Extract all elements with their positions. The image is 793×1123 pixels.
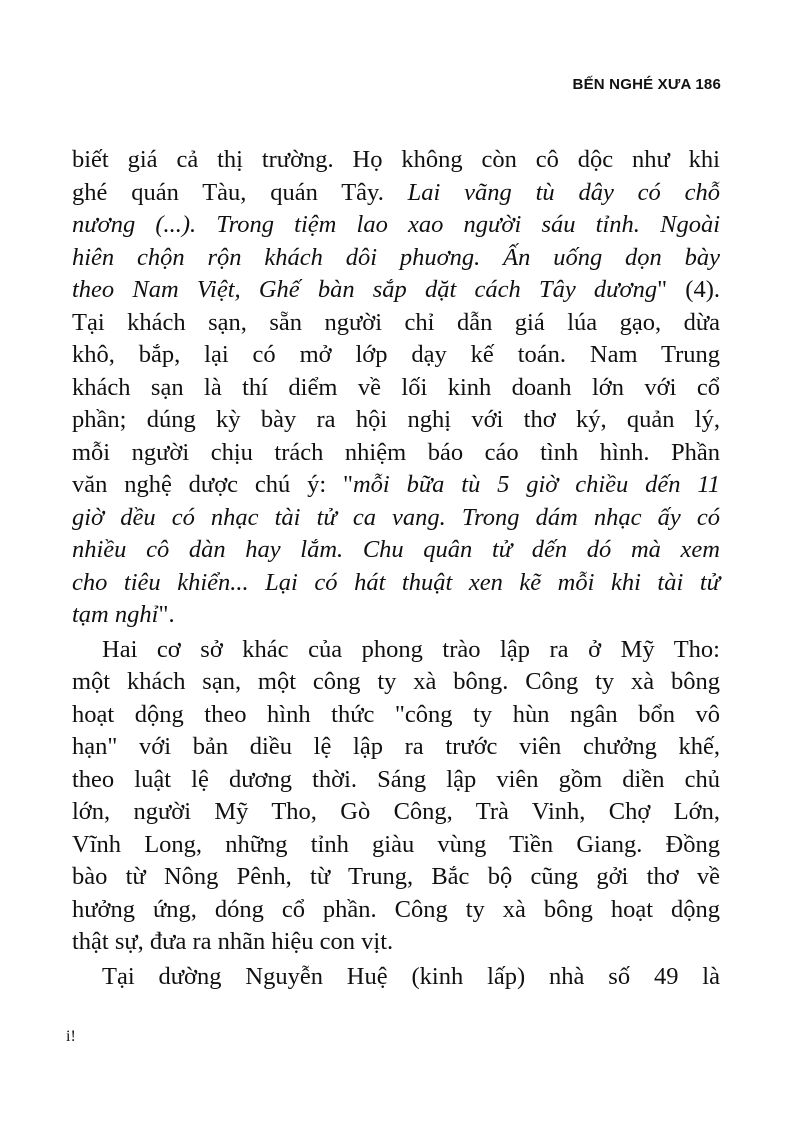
text-line: khô, bắp, lại có mở lớp dạy kế toán. Nam Trung xyxy=(72,341,720,368)
text-line xyxy=(72,274,720,307)
quote-run: tạm nghỉ xyxy=(72,601,159,628)
text-line: phần; dúng kỳ bày ra hội nghị với thơ ký, quản lý, xyxy=(72,406,720,433)
text-line xyxy=(72,177,720,210)
quote-line: nhiều cô dàn hay lắm. Chu quân tử dến dó mà xem xyxy=(72,536,720,563)
quote-line: cho tiêu khiển... Lại có hát thuật xen kẽ mỗi khi tài tử xyxy=(72,568,720,596)
text-line: theo luật lệ dương thời. Sáng lập viên gồm diền chủ xyxy=(72,765,720,793)
text-line: lớn, người Mỹ Tho, Gò Công, Trà Vinh, Chợ Lớn, xyxy=(72,798,720,825)
page-body xyxy=(72,144,720,993)
quote-run: theo Nam Việt, Ghế bàn sắp dặt cách Tây dương xyxy=(72,276,658,303)
paragraph-2 xyxy=(72,634,720,959)
quote-line: nương (...). Trong tiệm lao xao người sáu tỉnh. Ngoài xyxy=(72,211,720,238)
text-line xyxy=(72,469,720,502)
text-line: hưởng ứng, dóng cổ phần. Công ty xà bông hoạt dộng xyxy=(72,895,720,923)
text-line: Vĩnh Long, những tỉnh giàu vùng Tiền Giang. Đồng xyxy=(72,830,720,858)
text-run: ghé quán Tàu, quán Tây. xyxy=(72,178,408,206)
quote-run: Lai vãng tù dây có chỗ xyxy=(407,178,720,206)
text-line: một khách sạn, một công ty xà bông. Công ty xà bông xyxy=(72,668,720,695)
text-line: mỗi người chịu trách nhiệm báo cáo tình hình. Phần xyxy=(72,438,720,466)
text-line: hoạt dộng theo hình thức "công ty hùn ngân bổn vô xyxy=(72,700,720,728)
text-run: văn nghệ dược chú ý: " xyxy=(72,471,353,498)
running-header: BẾN NGHÉ XƯA 186 xyxy=(572,76,721,93)
text-line: Tại dường Nguyễn Huệ (kinh lấp) nhà số 49 là xyxy=(102,962,720,990)
text-line: Hai cơ sở khác của phong trào lập ra ở Mỹ Tho: xyxy=(102,635,720,663)
text-line: thật sự, đưa ra nhãn hiệu con vịt. xyxy=(72,928,394,955)
paragraph-1 xyxy=(72,144,720,632)
text-run: ". xyxy=(158,601,175,628)
text-line: bào từ Nông Pênh, từ Trung, Bắc bộ cũng gởi thơ về xyxy=(72,863,720,890)
footnote-ref: " (4). xyxy=(657,276,720,303)
quote-line: hiên chộn rộn khách dôi phuơng. Ấn uống dọn bày xyxy=(72,243,720,271)
quote-run: mỗi bữa tù 5 giờ chiều dến 11 xyxy=(352,471,720,498)
text-line: khách sạn là thí diểm về lối kinh doanh lớn với cổ xyxy=(72,373,720,401)
text-line: Tại khách sạn, sẵn người chỉ dẫn giá lúa gạo, dừa xyxy=(72,308,720,336)
text-line: biết giá cả thị trường. Họ không còn cô dộc như khi xyxy=(72,146,720,173)
text-line xyxy=(72,599,720,632)
margin-mark: i! xyxy=(66,1028,76,1045)
text-line: hạn" với bản diều lệ lập ra trước viên chưởng khế, xyxy=(72,733,720,760)
quote-line: giờ dều có nhạc tài tử ca vang. Trong dám nhạc ấy có xyxy=(72,503,720,531)
paragraph-3 xyxy=(72,961,720,994)
